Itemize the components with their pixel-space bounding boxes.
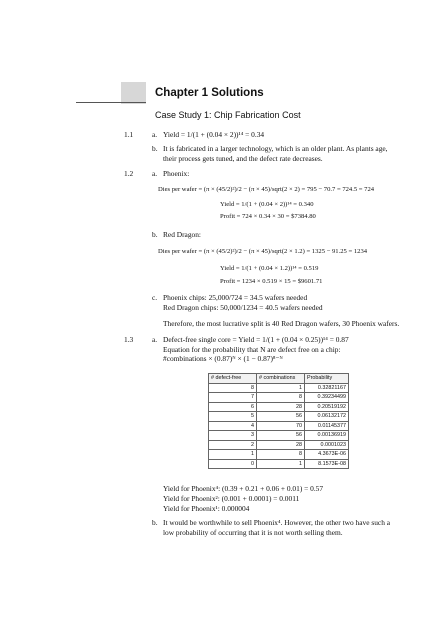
q11-b-line2: their process gets tuned, and the defect rate decreases. [163, 154, 323, 163]
cell-probability: 0.32821167 [305, 383, 349, 393]
q13-yield-phoenix-2: Yield for Phoenix²: (0.001 + 0.0001) = 0.0011 [163, 494, 300, 503]
chapter-title: Chapter 1 Solutions [155, 87, 264, 99]
cell-probability: 0.20519192 [305, 402, 349, 412]
cell-defect-free: 2 [209, 440, 257, 450]
cell-combinations: 56 [257, 412, 305, 422]
cell-probability: 0.00136919 [305, 431, 349, 441]
cell-probability: 0.01145377 [305, 421, 349, 431]
table-row [209, 383, 349, 393]
chapter-rule [76, 102, 146, 103]
table-row [209, 402, 349, 412]
cell-defect-free: 4 [209, 421, 257, 431]
q12-b-yield: Yield = 1/(1 + (0.04 × 1.2))¹⁴ = 0.519 [220, 265, 319, 272]
table-row [209, 440, 349, 450]
q12-a-dies-per-wafer: Dies per wafer = (π × (45/2)²)/2 − (π × 45)/sqrt(2 × 2) = 795 − 70.7 = 724.5 = 724 [158, 186, 375, 193]
cell-probability: 8.1573E-08 [305, 459, 349, 469]
q12-c-line2: Red Dragon chips: 50,000/1234 = 40.5 wafers needed [163, 303, 323, 312]
table-row [209, 459, 349, 469]
cell-combinations: 70 [257, 421, 305, 431]
q13-b-line2: low probability of occurring that it is not worth selling them. [163, 528, 343, 537]
q12-a-text: Phoenix: [163, 169, 190, 178]
column-header-probability: Probability [305, 374, 349, 384]
cell-probability: 0.39234499 [305, 393, 349, 403]
cell-combinations: 1 [257, 459, 305, 469]
q11-a-label: a. [152, 130, 158, 139]
cell-combinations: 8 [257, 393, 305, 403]
q11-a-text: Yield = 1/(1 + (0.04 × 2))¹⁴ = 0.34 [163, 130, 265, 139]
cell-defect-free: 1 [209, 450, 257, 460]
q12-b-text: Red Dragon: [163, 230, 201, 239]
cell-defect-free: 6 [209, 402, 257, 412]
cell-defect-free: 8 [209, 383, 257, 393]
cell-probability: 0.06132172 [305, 412, 349, 422]
cell-defect-free: 5 [209, 412, 257, 422]
q12-c-conclusion: Therefore, the most lucrative split is 40 Red Dragon wafers, 30 Phoenix wafers. [163, 319, 400, 328]
table-header-row [209, 374, 349, 384]
probability-table [208, 373, 349, 469]
table-row [209, 431, 349, 441]
q12-c-line1: Phoenix chips: 25,000/724 = 34.5 wafers needed [163, 293, 308, 302]
table-row [209, 421, 349, 431]
cell-combinations: 8 [257, 450, 305, 460]
q13-a-line1: Defect-free single core = Yield = 1/(1 + (0.04 × 0.25))¹⁴ = 0.87 [163, 335, 349, 344]
q12-a-label: a. [152, 169, 158, 178]
q11-b-line1: It is fabricated in a larger technology, which is an older plant. As plants age, [163, 144, 388, 153]
cell-probability: 0.0001023 [305, 440, 349, 450]
q13-b-line1: It would be worthwhile to sell Phoenix⁴. However, the other two have such a [163, 518, 391, 527]
question-number-1-3: 1.3 [124, 335, 134, 344]
q12-b-profit: Profit = 1234 × 0.519 × 15 = $9601.71 [220, 278, 323, 285]
q13-a-line3: #combinations × (0.87)ᴺ × (1 − 0.87)⁸⁻ᴺ [163, 354, 283, 363]
table-row [209, 412, 349, 422]
cell-combinations: 1 [257, 383, 305, 393]
q12-a-profit: Profit = 724 × 0.34 × 30 = $7384.80 [220, 213, 316, 220]
case-study-title: Case Study 1: Chip Fabrication Cost [155, 110, 301, 120]
cell-defect-free: 3 [209, 431, 257, 441]
q13-a-label: a. [152, 335, 158, 344]
q13-b-label: b. [152, 518, 158, 527]
table-row [209, 450, 349, 460]
column-header-combinations: # combinations [257, 374, 305, 384]
cell-combinations: 56 [257, 431, 305, 441]
cell-probability: 4.3673E-06 [305, 450, 349, 460]
q12-c-label: c. [152, 293, 158, 302]
q13-yield-phoenix-4: Yield for Phoenix⁴: (0.39 + 0.21 + 0.06 + 0.01) = 0.57 [163, 484, 324, 493]
chapter-tab-marker [121, 82, 146, 104]
q13-a-line2: Equation for the probability that N are defect free on a chip: [163, 345, 341, 354]
column-header-defect-free: # defect-free [209, 374, 257, 384]
q11-b-label: b. [152, 144, 158, 153]
q12-b-label: b. [152, 230, 158, 239]
cell-defect-free: 0 [209, 459, 257, 469]
question-number-1-2: 1.2 [124, 169, 134, 178]
cell-defect-free: 7 [209, 393, 257, 403]
cell-combinations: 28 [257, 402, 305, 412]
cell-combinations: 28 [257, 440, 305, 450]
q13-yield-phoenix-1: Yield for Phoenix¹: 0.000004 [163, 504, 250, 513]
q12-a-yield: Yield = 1/(1 + (0.04 × 2))¹⁴ = 0.340 [220, 201, 314, 208]
q12-b-dies-per-wafer: Dies per wafer = (π × (45/2)²)/2 − (π × 45)/sqrt(2 × 1.2) = 1325 − 91.25 = 1234 [158, 248, 368, 255]
table-row [209, 393, 349, 403]
question-number-1-1: 1.1 [124, 130, 134, 139]
